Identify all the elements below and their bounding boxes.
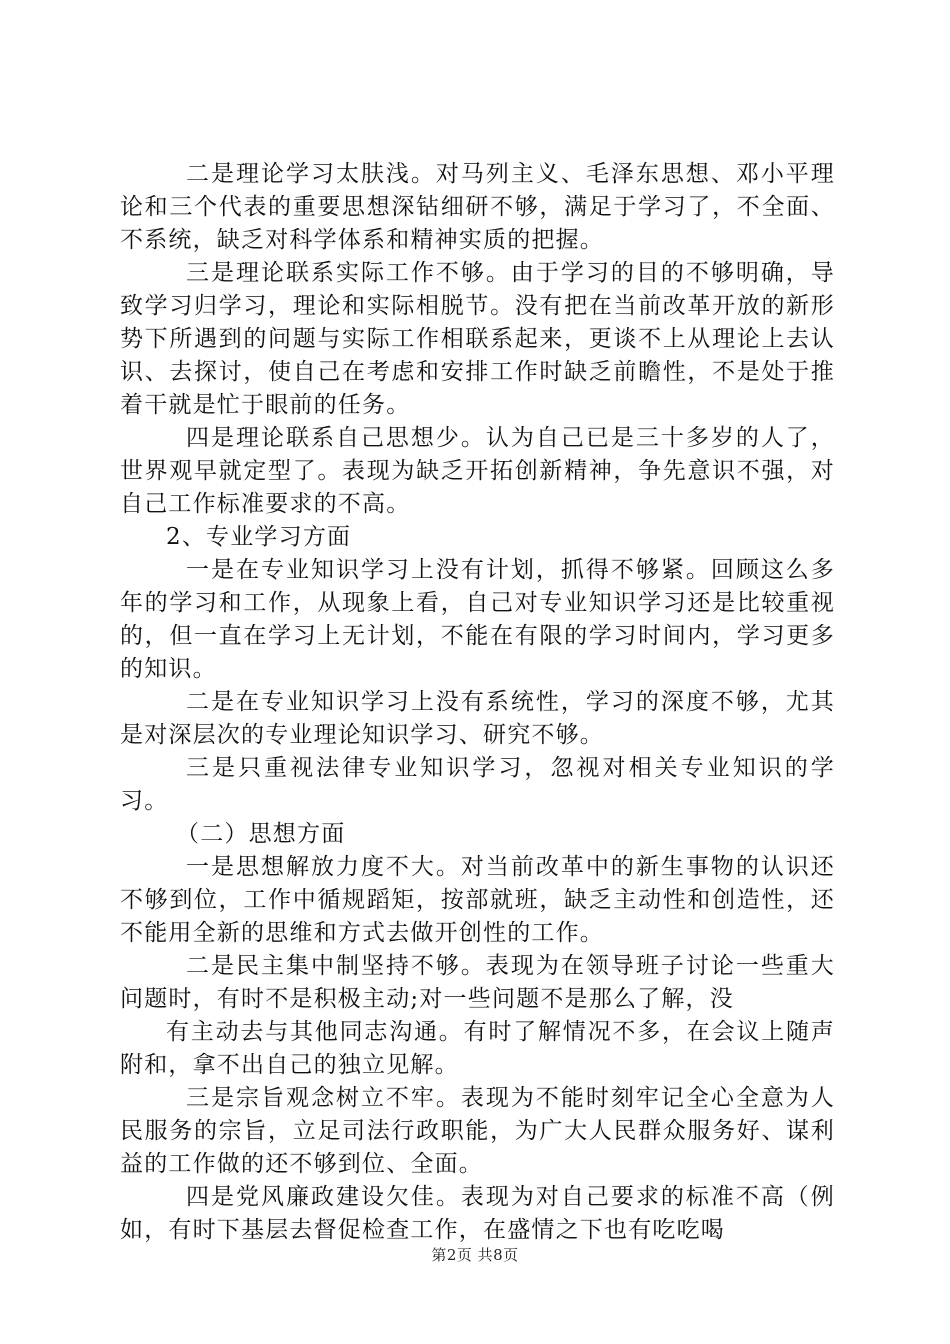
paragraph-law-only: 三是只重视法律专业知识学习，忽视对相关专业知识的学习。 (120, 755, 835, 814)
page-footer (0, 1244, 950, 1265)
paragraph-democratic-centralism: 二是民主集中制坚持不够。表现为在领导班子讨论一些重大问题时，有时不是积极主动;对一些问题不是那么了解，没 (120, 953, 835, 1012)
page-number-label: 第2页 共8页 (431, 1246, 519, 1264)
paragraph-purpose: 三是宗旨观念树立不牢。表现为不能时刻牢记全心全意为人民服务的宗旨，立足司法行政职能，为广大人民群众服务好、谋利益的工作做的还不够到位、全面。 (120, 1085, 835, 1177)
paragraph-liberation: 一是思想解放力度不大。对当前改革中的新生事物的认识还不够到位，工作中循规蹈矩，按部就班，缺乏主动性和创造性，还不能用全新的思维和方式去做开创性的工作。 (120, 854, 835, 946)
paragraph-theory-practice: 三是理论联系实际工作不够。由于学习的目的不够明确，导致学习归学习，理论和实际相脱节。没有把在当前改革开放的新形势下所遇到的问题与实际工作相联系起来，更谈不上从理论上去认识、去探讨，使自己在考虑和安排工作时缺乏前瞻性，不是处于推着干就是忙于眼前的任务。 (120, 260, 835, 418)
paragraph-not-systematic: 二是在专业知识学习上没有系统性，学习的深度不够，尤其是对深层次的专业理论知识学习、研究不够。 (120, 689, 835, 748)
section-heading-thinking: （二）思想方面 (176, 821, 346, 847)
document-body (120, 158, 835, 1247)
paragraph-democratic-centralism-continued: 有主动去与其他同志沟通。有时了解情况不多，在会议上随声附和，拿不出自己的独立见解。 (120, 1019, 835, 1078)
section-heading-professional-study: 2、专业学习方面 (166, 524, 352, 550)
paragraph-theory-thought: 四是理论联系自己思想少。认为自己已是三十多岁的人了，世界观早就定型了。表现为缺乏开拓创新精神，争先意识不强，对自己工作标准要求的不高。 (120, 425, 835, 517)
paragraph-integrity: 四是党风廉政建设欠佳。表现为对自己要求的标准不高（例如，有时下基层去督促检查工作，在盛情之下也有吃吃喝 (120, 1184, 835, 1243)
paragraph-theory-shallow: 二是理论学习太肤浅。对马列主义、毛泽东思想、邓小平理论和三个代表的重要思想深钻细研不够，满足于学习了，不全面、不系统，缺乏对科学体系和精神实质的把握。 (120, 161, 835, 253)
paragraph-no-plan: 一是在专业知识学习上没有计划，抓得不够紧。回顾这么多年的学习和工作，从现象上看，自己对专业知识学习还是比较重视的，但一直在学习上无计划，不能在有限的学习时间内，学习更多的知识。 (120, 557, 835, 682)
